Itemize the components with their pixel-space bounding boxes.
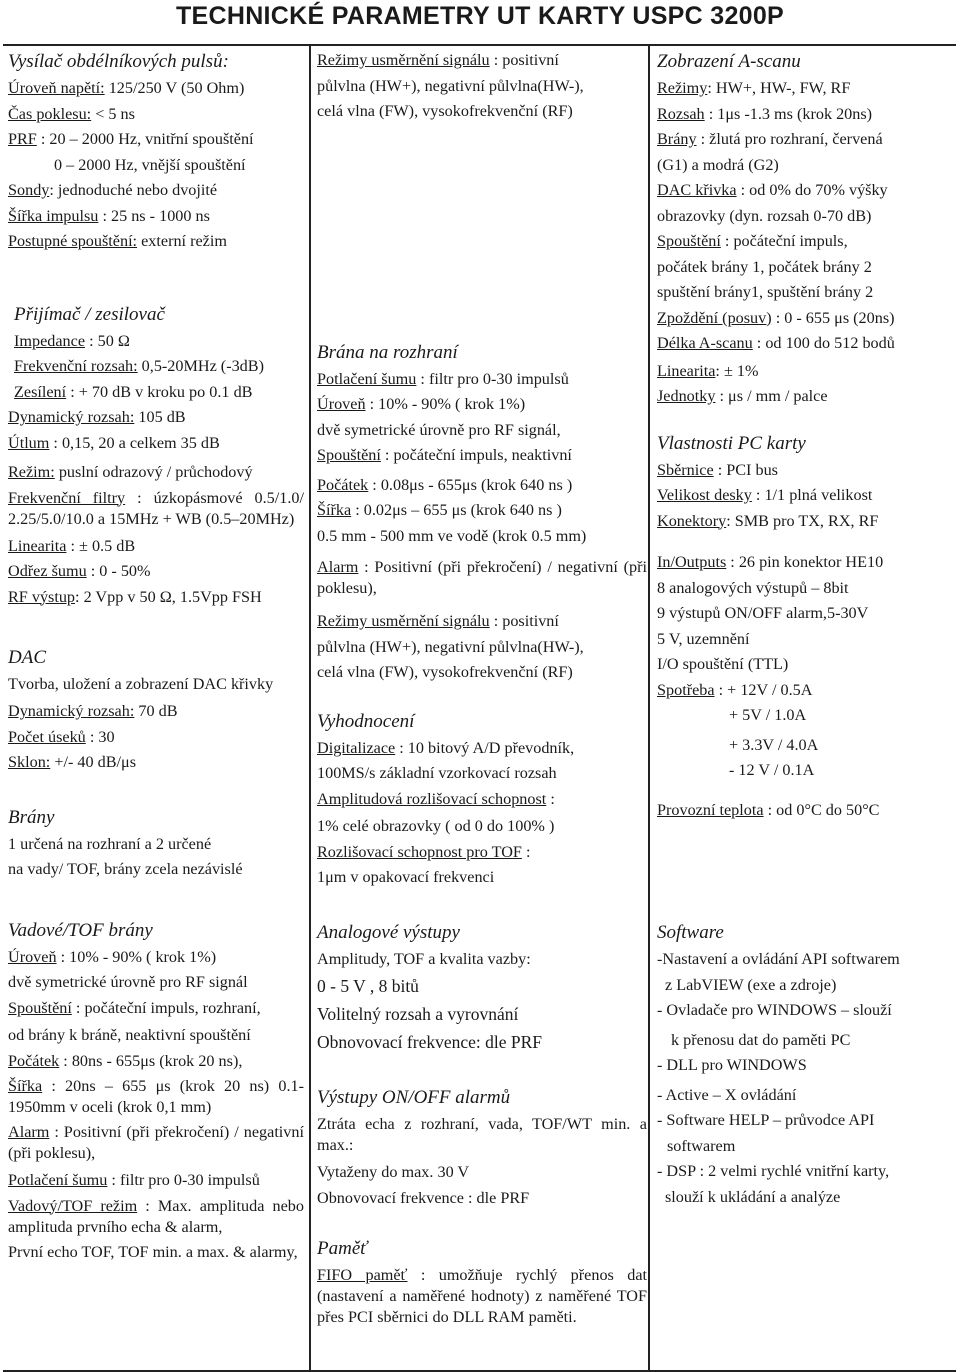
param-line: 100MS/s základní vzorkovací rozsah (317, 764, 557, 782)
param-line: Ztráta echa z rozhraní, vada, TOF/WT min. a max.: (317, 1115, 647, 1154)
param-label: Odřez šumu (8, 562, 87, 580)
param-value: : počáteční impuls, (720, 232, 848, 250)
param-line (317, 443, 647, 469)
param-label: Úroveň napětí: (8, 79, 105, 97)
param-line (8, 204, 304, 230)
param-label: Sondy (8, 181, 50, 199)
param-value: +/- 40 dB/μs (50, 753, 136, 771)
param-line: + 5V / 1.0A (729, 706, 807, 724)
param-value: : Max. amplituda nebo amplituda prvního echa & alarm, (8, 1196, 304, 1236)
param-label: Alarm (317, 558, 359, 576)
param-line: Tvorba, uložení a zobrazení DAC křivky (8, 675, 274, 693)
param-label: Režimy usměrnění signálu (317, 51, 490, 69)
param-value: : od 0°C do 50°C (763, 800, 880, 819)
param-value: : 2 Vpp v 50 Ω, 1.5Vpp FSH (75, 587, 262, 606)
param-line (657, 178, 953, 204)
param-value: : 10% - 90% ( krok 1%) (56, 947, 217, 966)
section-heading: Analogové výstupy (317, 921, 460, 943)
param-value: : od 100 do 512 bodů (752, 334, 895, 352)
param-label: In/Outputs (657, 553, 727, 571)
param-value: : (521, 842, 531, 861)
param-label: Čas poklesu: (8, 104, 92, 123)
param-line: dvě symetrické úrovně pro RF signál (8, 973, 248, 991)
param-line (657, 229, 953, 255)
column-middle (317, 48, 647, 1332)
param-value: : positivní (489, 612, 559, 630)
param-value: : 10 bitový A/D převodník, (395, 738, 575, 757)
document-title: TECHNICKÉ PARAMETRY UT KARTY USPC 3200P (175, 2, 785, 30)
param-value: : (546, 789, 555, 808)
param-line: půlvlna (HW+), negativní půlvlna(HW-), (317, 76, 584, 95)
param-label: Spouštění (8, 998, 72, 1017)
section-heading: Zobrazení A-scanu (657, 51, 801, 72)
param-label: Šířka impulsu (8, 206, 99, 225)
section-heading: Paměť (317, 1238, 368, 1259)
param-label: Amplitudová rozlišovací schopnost (317, 789, 547, 808)
param-line (8, 1049, 304, 1075)
param-label: Šířka (8, 1077, 43, 1095)
param-label: Linearita (8, 536, 67, 555)
param-line: Obnovovací frekvence: dle PRF (317, 1032, 543, 1052)
column-left (8, 48, 304, 1267)
param-line (657, 384, 953, 410)
param-value: < 5 ns (91, 104, 135, 123)
param-value: : + 12V / 0.5A (714, 680, 813, 699)
param-line (317, 557, 647, 599)
section-heading: Vyhodnocení (317, 710, 415, 732)
param-label: Úroveň (317, 395, 366, 413)
param-value: : od 0% do 70% výšky (736, 181, 888, 199)
param-line (8, 102, 304, 128)
param-line: obrazovky (dyn. rozsah 0-70 dB) (657, 206, 872, 225)
param-value: : SMB pro TX, RX, RF (726, 511, 879, 530)
param-label: Dynamický rozsah: (8, 702, 135, 720)
param-value: : ± 0.5 dB (66, 536, 136, 555)
param-line (317, 1265, 647, 1328)
param-value: : 80ns - 655μs (krok 20 ns), (59, 1051, 243, 1070)
param-line: od brány k bráně, neaktivní spouštění (8, 1026, 251, 1044)
param-value: : jednoduché nebo dvojité (49, 181, 218, 199)
param-line (8, 380, 304, 406)
param-line (317, 609, 647, 635)
param-line (8, 559, 304, 585)
param-value: : 0.08μs - 655μs (krok 640 ns ) (368, 475, 573, 494)
param-value: : Positivní (při překročení) / negativní (při poklesu), (8, 1123, 304, 1162)
param-line: + 3.3V / 4.0A (729, 735, 819, 754)
param-value: : 30 (85, 727, 115, 746)
param-line (657, 458, 953, 484)
param-line: - 12 V / 0.1A (729, 761, 815, 779)
param-line (8, 178, 304, 204)
param-label: Impedance (14, 331, 86, 350)
param-label: Sběrnice (657, 460, 714, 479)
param-label: Konektory (657, 511, 727, 530)
param-line (317, 498, 647, 524)
param-value: : žlutá pro rozhraní, červená (696, 130, 883, 148)
param-value: : 26 pin konektor HE10 (726, 553, 884, 571)
param-label: FIFO paměť (317, 1266, 408, 1284)
param-line (8, 488, 304, 530)
param-line (8, 1076, 304, 1118)
param-line (657, 798, 953, 824)
param-line (8, 699, 304, 725)
param-line (317, 392, 647, 418)
param-value: : 10% - 90% ( krok 1%) (365, 395, 526, 413)
param-label: Úroveň (8, 947, 57, 966)
param-line: softwarem (667, 1136, 736, 1155)
param-value: : 25 ns - 1000 ns (98, 206, 210, 225)
param-value: : 0 - 655 μs (20ns) (771, 308, 895, 327)
param-line (8, 329, 304, 355)
param-line (8, 76, 304, 102)
param-label: Frekvenční filtry (8, 488, 126, 507)
param-line (8, 996, 304, 1022)
param-line (657, 359, 953, 385)
param-line (8, 354, 304, 380)
param-value: : μs / mm / palce (715, 387, 828, 405)
param-line: 8 analogových výstupů – 8bit (657, 578, 849, 597)
param-value: : počáteční impuls, rozhraní, (71, 998, 261, 1017)
param-value: 125/250 V (50 Ohm) (104, 79, 245, 97)
param-value: : 20ns – 655 μs (krok 20 ns) 0.1-1950mm v oceli (krok 0,1 mm) (8, 1077, 304, 1116)
column-divider-2 (648, 44, 650, 1372)
param-line: - Ovladače pro WINDOWS – slouží (657, 1001, 892, 1019)
param-value: externí režim (137, 232, 227, 250)
param-label: Spotřeba (657, 680, 715, 699)
param-value: : Positivní (při překročení) / negativní (při poklesu), (317, 558, 647, 597)
param-line: - DLL pro WINDOWS (657, 1056, 807, 1074)
param-line: na vady/ TOF, brány zcela nezávislé (8, 860, 243, 878)
param-line: 9 výstupů ON/OFF alarm,5-30V (657, 604, 869, 622)
param-label: Alarm (8, 1123, 50, 1141)
param-label: RF výstup (8, 587, 76, 606)
section-heading: Vlastnosti PC karty (657, 432, 806, 454)
param-value: : 1μs -1.3 ms (krok 20ns) (704, 104, 873, 123)
param-label: Režimy usměrnění signálu (317, 612, 490, 630)
param-value: : 20 – 2000 Hz, vnitřní spouštění (36, 130, 254, 148)
param-line (657, 76, 953, 102)
section-heading: Software (657, 922, 724, 943)
param-line: Amplitudy, TOF a kvalita vazby: (317, 949, 531, 968)
param-line (8, 1196, 304, 1238)
param-line (657, 483, 953, 509)
param-value: : umožňuje rychlý přenos dat (nastavení a naměřené hodnoty) z naměřené TOF přes PCI sběrnici do DLL RAM paměti. (317, 1266, 647, 1326)
param-label: Spouštění (317, 446, 381, 464)
section-heading: Vadové/TOF brány (8, 919, 153, 941)
param-line: - Software HELP – průvodce API (657, 1111, 875, 1129)
section-heading: DAC (8, 647, 46, 668)
param-value: : 1/1 plná velikost (751, 486, 873, 504)
column-divider-1 (309, 44, 311, 1372)
param-label: Vadový/TOF režim (8, 1196, 138, 1215)
param-value: : úzkopásmové 0.5/1.0/ 2.25/5.0/10.0 a 15MHz + WB (0.5–20MHz) (8, 488, 305, 528)
param-line: půlvlna (HW+), negativní půlvlna(HW-), (317, 637, 584, 656)
param-value: : filtr pro 0-30 impulsů (416, 369, 569, 388)
param-label: Provozní teplota (657, 800, 764, 819)
param-line: - DSP : 2 velmi rychlé vnitřní karty, (657, 1162, 890, 1180)
param-label: Spouštění (657, 232, 721, 250)
param-value: : PCI bus (713, 460, 778, 479)
param-value: puslní odrazový / průchodový (54, 463, 253, 481)
param-value: : 0 - 50% (86, 562, 151, 580)
param-line (8, 945, 304, 971)
param-line (317, 787, 647, 813)
param-line (657, 509, 953, 535)
param-label: DAC křivka (657, 181, 737, 199)
param-line: - Active – X ovládání (657, 1085, 797, 1104)
param-line: 1% celé obrazovky ( od 0 do 100% ) (317, 817, 555, 835)
param-line: 0 - 5 V , 8 bitů (317, 976, 419, 996)
param-line (317, 367, 647, 393)
param-line (8, 405, 304, 431)
param-line (657, 306, 953, 332)
section-heading: Vysílač obdélníkových pulsů: (8, 51, 229, 72)
param-value: : HW+, HW-, FW, RF (707, 79, 851, 97)
param-line: 0 – 2000 Hz, vnější spouštění (54, 155, 246, 174)
param-value: 105 dB (134, 408, 186, 426)
param-label: Sklon: (8, 753, 51, 771)
param-value: : + 70 dB v kroku po 0.1 dB (66, 382, 253, 401)
param-value: : 0.02μs – 655 μs (krok 640 ns ) (351, 501, 562, 519)
param-label: Počátek (317, 475, 369, 494)
param-line (657, 331, 953, 357)
param-label: Počátek (8, 1051, 60, 1070)
param-label: Postupné spouštění: (8, 232, 138, 250)
param-line: dvě symetrické úrovně pro RF signál, (317, 420, 561, 439)
param-line: Obnovovací frekvence : dle PRF (317, 1188, 530, 1207)
param-value: : 0,15, 20 a celkem 35 dB (49, 433, 220, 452)
section-heading: Výstupy ON/OFF alarmů (317, 1087, 511, 1108)
param-label: Délka A-scanu (657, 334, 753, 352)
param-value: : positivní (489, 51, 559, 69)
param-line: celá vlna (FW), vysokofrekvenční (RF) (317, 663, 573, 681)
param-line: slouží k ukládání a analýze (665, 1187, 841, 1206)
param-value: 70 dB (134, 702, 178, 720)
param-line (8, 1122, 304, 1164)
param-value: : počáteční impuls, neaktivní (380, 446, 572, 464)
param-line (317, 473, 647, 499)
param-label: Jednotky (657, 387, 716, 405)
param-line (8, 460, 304, 486)
param-label: Rozsah (657, 104, 705, 123)
param-label: Režimy (657, 79, 708, 97)
param-value: : ± 1% (715, 361, 759, 380)
param-line (8, 750, 304, 776)
param-value: : filtr pro 0-30 impulsů (107, 1171, 260, 1189)
param-label: PRF (8, 130, 37, 148)
param-label: Linearita (657, 361, 716, 380)
param-label: Počet úseků (8, 727, 86, 746)
param-label: Zesílení (14, 382, 67, 401)
param-line: 1 určená na rozhraní a 2 určené (8, 834, 212, 853)
param-line: 1μm v opakovací frekvenci (317, 868, 495, 886)
param-line: k přenosu dat do paměti PC (671, 1030, 851, 1049)
param-label: Digitalizace (317, 738, 396, 757)
param-line (8, 431, 304, 457)
param-line: -Nastavení a ovládání API softwarem (657, 950, 900, 968)
param-line (657, 102, 953, 128)
param-label: Rozlišovací schopnost pro TOF (317, 842, 522, 861)
param-label: Režim: (8, 463, 55, 481)
param-value: 0,5-20MHz (-3dB) (137, 357, 264, 375)
param-line: 5 V, uzemnění (657, 629, 750, 648)
param-label: Útlum (8, 433, 50, 452)
param-line (8, 725, 304, 751)
section-heading: Brána na rozhraní (317, 341, 458, 363)
param-line: z LabVIEW (exe a zdroje) (665, 975, 837, 994)
param-line: I/O spouštění (TTL) (657, 655, 789, 673)
param-label: Potlačení šumu (317, 369, 417, 388)
param-line (8, 1168, 304, 1194)
param-label: Brány (657, 130, 697, 148)
param-line (8, 585, 304, 611)
param-line (657, 678, 953, 704)
param-line (317, 840, 647, 866)
param-line: Volitelný rozsah a vyrovnání (317, 1004, 519, 1024)
column-right (657, 48, 953, 1210)
param-value: : 50 Ω (85, 331, 130, 350)
param-line (317, 48, 647, 74)
param-line: Vytaženy do max. 30 V (317, 1163, 470, 1181)
param-label: Šířka (317, 501, 352, 519)
section-heading: Přijímač / zesilovač (14, 303, 165, 325)
param-line: celá vlna (FW), vysokofrekvenční (RF) (317, 102, 573, 120)
param-line (657, 127, 953, 153)
param-line: (G1) a modrá (G2) (657, 155, 779, 174)
param-label: Zpoždění (posuv) (657, 308, 772, 327)
param-label: Potlačení šumu (8, 1171, 108, 1189)
param-label: Dynamický rozsah: (8, 408, 135, 426)
param-label: Velikost desky (657, 486, 752, 504)
section-heading: Brány (8, 806, 55, 828)
param-line (317, 736, 647, 762)
param-line (8, 534, 304, 560)
param-line (8, 229, 304, 255)
param-label: Frekvenční rozsah: (14, 357, 138, 375)
param-line (8, 127, 304, 153)
param-line (657, 550, 953, 576)
param-line: 0.5 mm - 500 mm ve vodě (krok 0.5 mm) (317, 526, 587, 545)
param-line: počátek brány 1, počátek brány 2 (657, 257, 872, 276)
param-line: spuštění brány1, spuštění brány 2 (657, 283, 874, 301)
param-line: První echo TOF, TOF min. a max. & alarmy, (8, 1242, 298, 1261)
